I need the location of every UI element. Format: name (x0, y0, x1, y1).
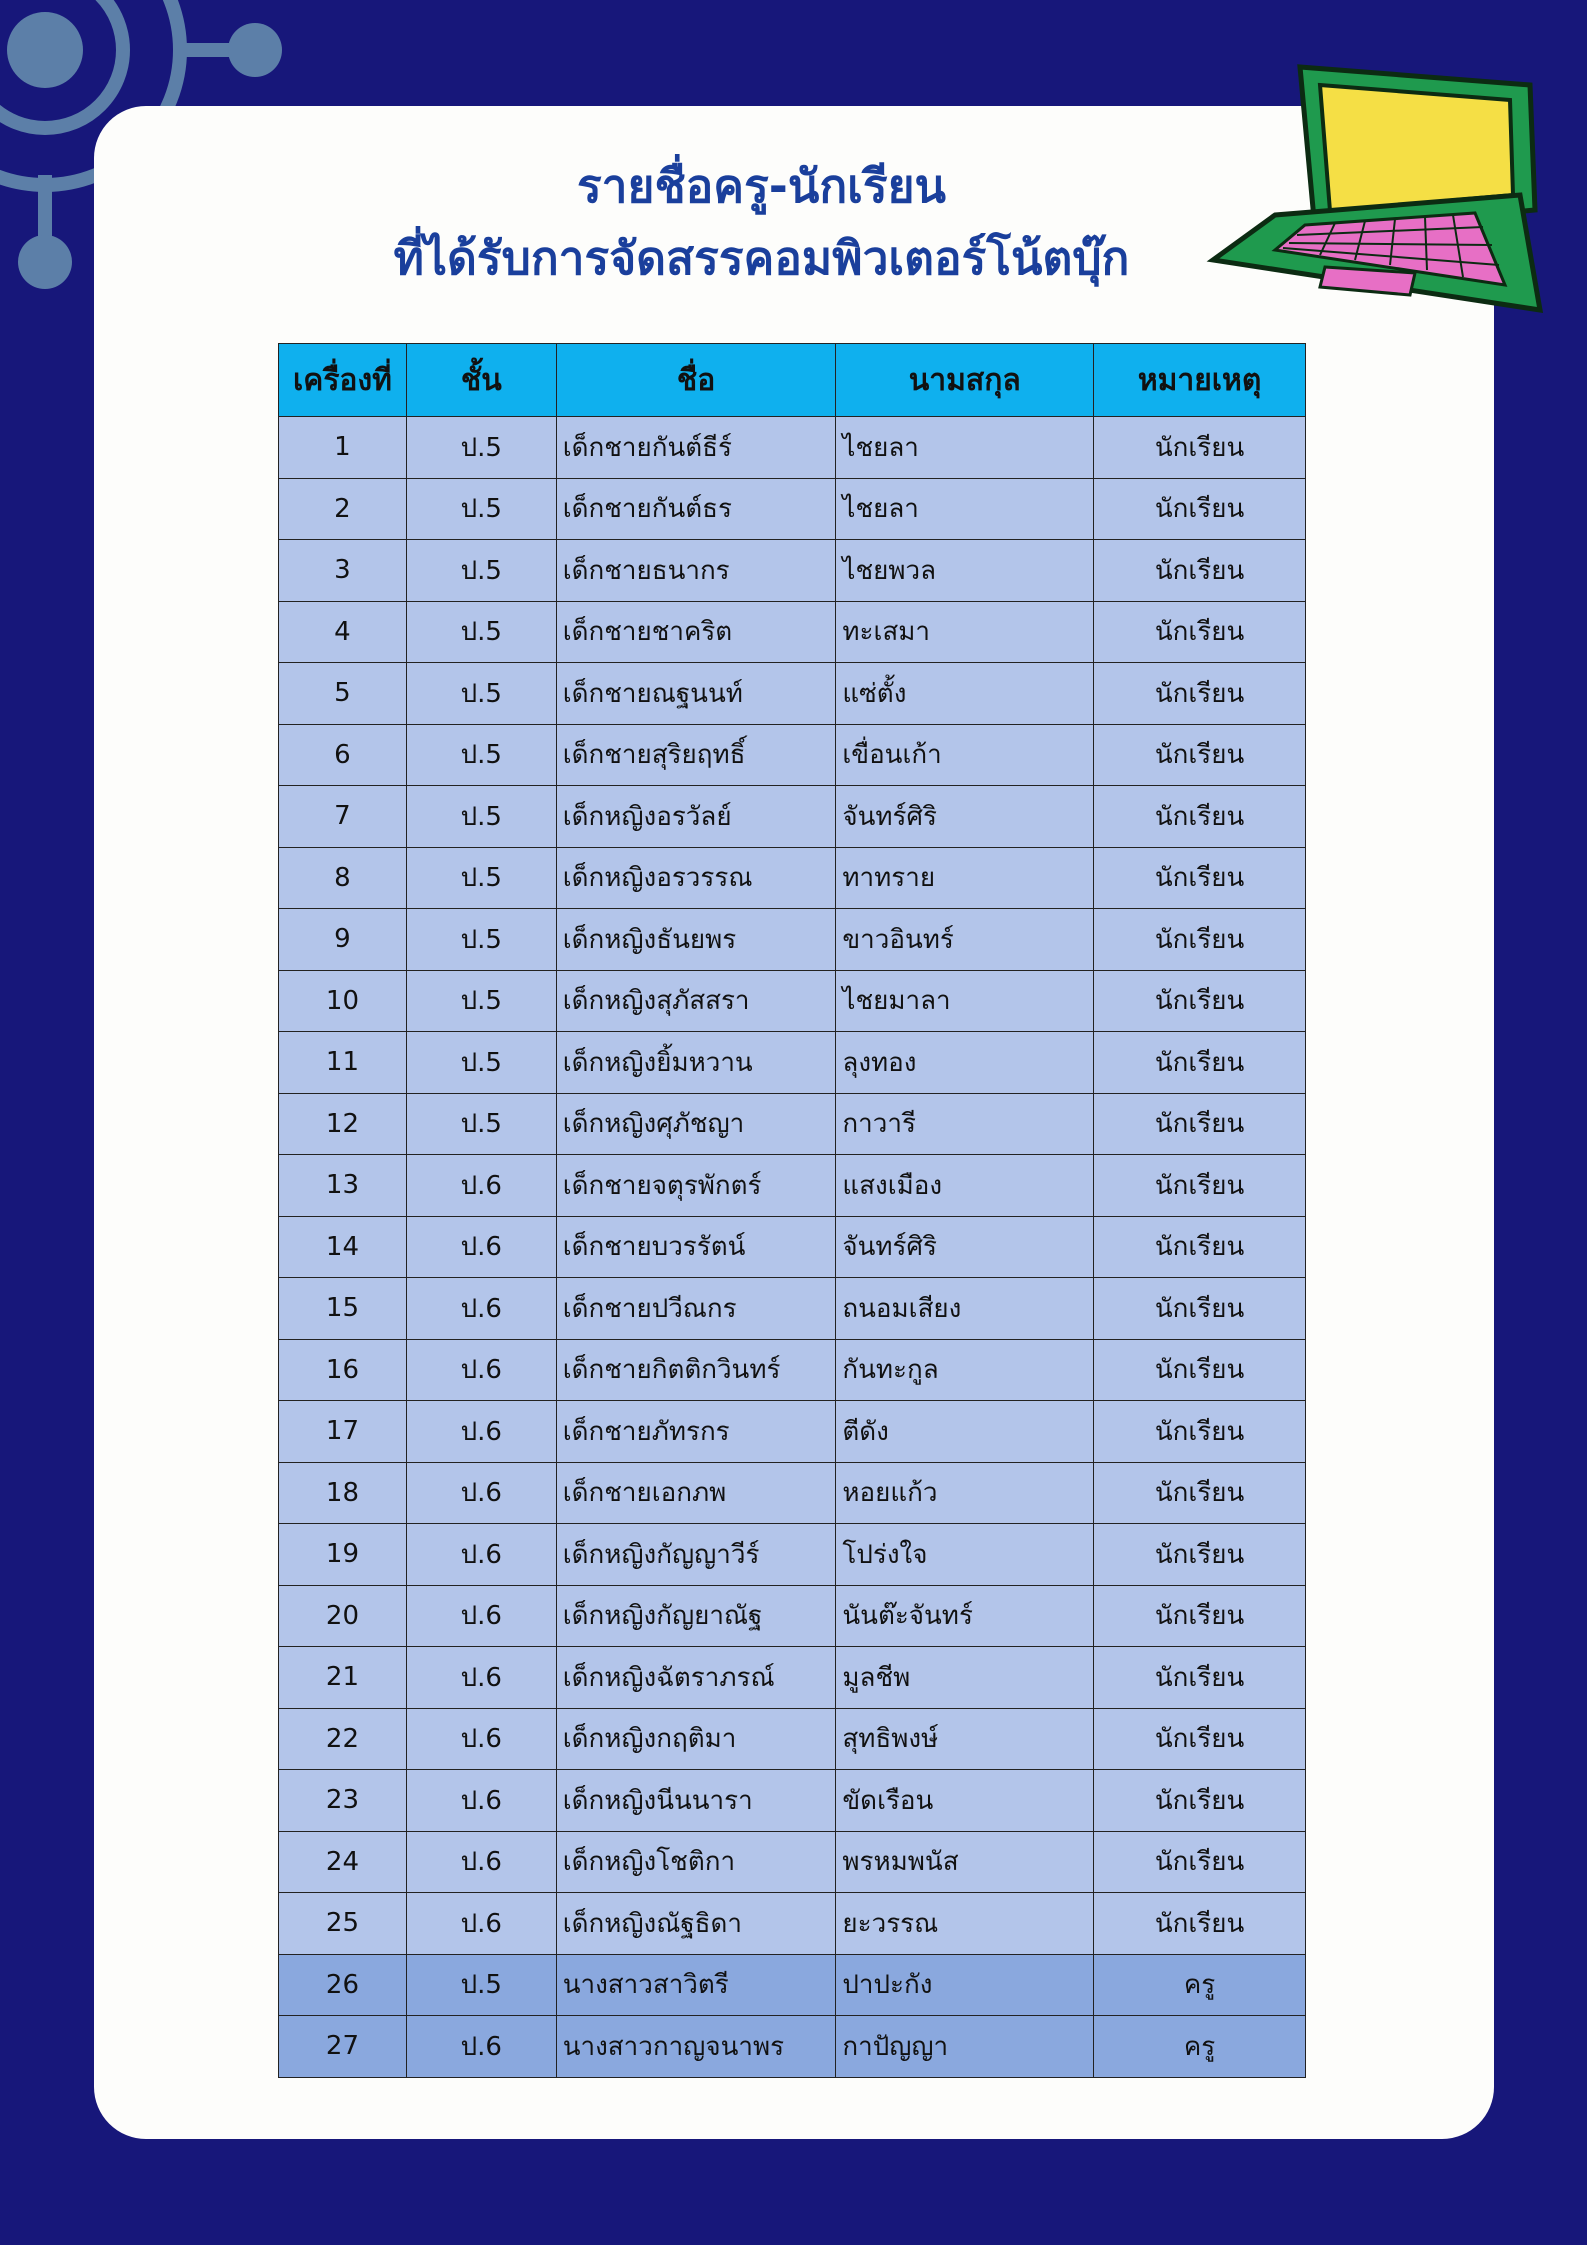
cell-remark: นักเรียน (1094, 909, 1306, 971)
cell-machine-no: 4 (279, 601, 407, 663)
table-row (279, 663, 1306, 725)
cell-remark: นักเรียน (1094, 540, 1306, 602)
table-row (279, 417, 1306, 479)
cell-machine-no: 26 (279, 1954, 407, 2016)
table-row (279, 2016, 1306, 2078)
cell-machine-no: 6 (279, 724, 407, 786)
cell-machine-no: 5 (279, 663, 407, 725)
cell-last-name: ขัดเรือน (836, 1770, 1094, 1832)
cell-grade: ป.6 (406, 1462, 556, 1524)
cell-remark: นักเรียน (1094, 1032, 1306, 1094)
cell-last-name: กาปัญญา (836, 2016, 1094, 2078)
cell-grade: ป.5 (406, 417, 556, 479)
cell-remark: ครู (1094, 1954, 1306, 2016)
cell-remark: นักเรียน (1094, 1770, 1306, 1832)
cell-grade: ป.6 (406, 1524, 556, 1586)
cell-last-name: ไชยลา (836, 417, 1094, 479)
cell-grade: ป.6 (406, 2016, 556, 2078)
cell-remark: นักเรียน (1094, 1155, 1306, 1217)
table-row (279, 601, 1306, 663)
table-row (279, 1831, 1306, 1893)
cell-last-name: จันทร์ศิริ (836, 1216, 1094, 1278)
cell-first-name: เด็กชายกิตติกวินทร์ (556, 1339, 836, 1401)
cell-first-name: เด็กชายเอกภพ (556, 1462, 836, 1524)
table-row (279, 540, 1306, 602)
cell-grade: ป.5 (406, 847, 556, 909)
cell-remark: นักเรียน (1094, 1339, 1306, 1401)
cell-grade: ป.6 (406, 1585, 556, 1647)
table-row (279, 1708, 1306, 1770)
cell-remark: นักเรียน (1094, 1893, 1306, 1955)
cell-remark: นักเรียน (1094, 1462, 1306, 1524)
cell-grade: ป.6 (406, 1647, 556, 1709)
cell-machine-no: 12 (279, 1093, 407, 1155)
cell-grade: ป.5 (406, 724, 556, 786)
cell-machine-no: 24 (279, 1831, 407, 1893)
table-row (279, 1647, 1306, 1709)
cell-remark: นักเรียน (1094, 847, 1306, 909)
table-row (279, 970, 1306, 1032)
cell-grade: ป.6 (406, 1893, 556, 1955)
title-line-1: รายชื่อครู-นักเรียน (576, 159, 947, 213)
cell-first-name: เด็กชายจตุรพักตร์ (556, 1155, 836, 1217)
cell-last-name: กันทะกูล (836, 1339, 1094, 1401)
cell-remark: นักเรียน (1094, 1647, 1306, 1709)
cell-first-name: เด็กชายสุริยฤทธิ์ (556, 724, 836, 786)
cell-first-name: เด็กชายกันต์ธีร์ (556, 417, 836, 479)
column-header-grade: ชั้น (406, 344, 556, 417)
cell-machine-no: 20 (279, 1585, 407, 1647)
table-row (279, 786, 1306, 848)
cell-grade: ป.5 (406, 601, 556, 663)
column-header-last-name: นามสกุล (836, 344, 1094, 417)
cell-remark: นักเรียน (1094, 970, 1306, 1032)
cell-machine-no: 25 (279, 1893, 407, 1955)
cell-first-name: เด็กชายบวรรัตน์ (556, 1216, 836, 1278)
cell-remark: นักเรียน (1094, 1093, 1306, 1155)
cell-grade: ป.6 (406, 1708, 556, 1770)
cell-first-name: เด็กหญิงยิ้มหวาน (556, 1032, 836, 1094)
cell-first-name: เด็กหญิงกัญยาณัฐ (556, 1585, 836, 1647)
cell-first-name: เด็กชายภัทรกร (556, 1401, 836, 1463)
cell-first-name: เด็กหญิงอรวรรณ (556, 847, 836, 909)
cell-machine-no: 16 (279, 1339, 407, 1401)
cell-grade: ป.6 (406, 1770, 556, 1832)
cell-machine-no: 23 (279, 1770, 407, 1832)
cell-machine-no: 1 (279, 417, 407, 479)
cell-last-name: ลุงทอง (836, 1032, 1094, 1094)
cell-machine-no: 22 (279, 1708, 407, 1770)
cell-machine-no: 19 (279, 1524, 407, 1586)
cell-remark: นักเรียน (1094, 1831, 1306, 1893)
cell-machine-no: 17 (279, 1401, 407, 1463)
cell-last-name: ถนอมเสียง (836, 1278, 1094, 1340)
table-row (279, 1093, 1306, 1155)
cell-last-name: ยะวรรณ (836, 1893, 1094, 1955)
cell-machine-no: 10 (279, 970, 407, 1032)
cell-last-name: แสงเมือง (836, 1155, 1094, 1217)
table-row (279, 1524, 1306, 1586)
table-row (279, 1278, 1306, 1340)
cell-first-name: เด็กหญิงโชติกา (556, 1831, 836, 1893)
cell-remark: นักเรียน (1094, 417, 1306, 479)
cell-machine-no: 9 (279, 909, 407, 971)
cell-first-name: เด็กชายธนากร (556, 540, 836, 602)
cell-first-name: เด็กหญิงณัฐธิดา (556, 1893, 836, 1955)
cell-first-name: เด็กหญิงกัญญาวีร์ (556, 1524, 836, 1586)
cell-machine-no: 3 (279, 540, 407, 602)
cell-remark: นักเรียน (1094, 478, 1306, 540)
cell-last-name: จันทร์ศิริ (836, 786, 1094, 848)
cell-last-name: มูลชีพ (836, 1647, 1094, 1709)
cell-last-name: ตีดัง (836, 1401, 1094, 1463)
cell-first-name: เด็กหญิงกฤติมา (556, 1708, 836, 1770)
cell-last-name: สุทธิพงษ์ (836, 1708, 1094, 1770)
cell-machine-no: 27 (279, 2016, 407, 2078)
cell-remark: นักเรียน (1094, 1524, 1306, 1586)
cell-grade: ป.5 (406, 478, 556, 540)
cell-last-name: แซ่ตั้ง (836, 663, 1094, 725)
table-row (279, 909, 1306, 971)
table-row (279, 1401, 1306, 1463)
cell-last-name: กาวารี (836, 1093, 1094, 1155)
cell-first-name: เด็กชายชาคริต (556, 601, 836, 663)
cell-grade: ป.5 (406, 540, 556, 602)
cell-grade: ป.6 (406, 1278, 556, 1340)
table-row (279, 1893, 1306, 1955)
table-row (279, 478, 1306, 540)
table-row (279, 1032, 1306, 1094)
cell-remark: นักเรียน (1094, 1278, 1306, 1340)
cell-machine-no: 7 (279, 786, 407, 848)
table-row (279, 1155, 1306, 1217)
cell-first-name: เด็กหญิงศุภัชญา (556, 1093, 836, 1155)
column-header-remark: หมายเหตุ (1094, 344, 1306, 417)
table-row (279, 1585, 1306, 1647)
cell-last-name: นันต๊ะจันทร์ (836, 1585, 1094, 1647)
cell-remark: นักเรียน (1094, 1585, 1306, 1647)
cell-grade: ป.6 (406, 1831, 556, 1893)
cell-first-name: นางสาวกาญจนาพร (556, 2016, 836, 2078)
cell-grade: ป.5 (406, 1954, 556, 2016)
cell-first-name: เด็กหญิงนีนนารา (556, 1770, 836, 1832)
cell-machine-no: 15 (279, 1278, 407, 1340)
cell-grade: ป.5 (406, 909, 556, 971)
cell-grade: ป.6 (406, 1155, 556, 1217)
cell-last-name: หอยแก้ว (836, 1462, 1094, 1524)
cell-grade: ป.5 (406, 1032, 556, 1094)
cell-last-name: พรหมพนัส (836, 1831, 1094, 1893)
cell-machine-no: 11 (279, 1032, 407, 1094)
table-row (279, 724, 1306, 786)
table-row (279, 1339, 1306, 1401)
cell-first-name: เด็กหญิงธันยพร (556, 909, 836, 971)
cell-grade: ป.5 (406, 970, 556, 1032)
table-row (279, 847, 1306, 909)
title-line-2: ที่ได้รับการจัดสรรคอมพิวเตอร์โน้ตบุ๊ก (393, 231, 1130, 285)
cell-first-name: นางสาวสาวิตรี (556, 1954, 836, 2016)
table-row (279, 1462, 1306, 1524)
cell-grade: ป.5 (406, 1093, 556, 1155)
cell-last-name: ไชยมาลา (836, 970, 1094, 1032)
cell-remark: นักเรียน (1094, 724, 1306, 786)
cell-first-name: เด็กหญิงอรวัลย์ (556, 786, 836, 848)
cell-last-name: ปาปะกัง (836, 1954, 1094, 2016)
table-row (279, 1770, 1306, 1832)
cell-machine-no: 21 (279, 1647, 407, 1709)
cell-last-name: เขื่อนเก้า (836, 724, 1094, 786)
cell-grade: ป.6 (406, 1216, 556, 1278)
laptop-icon (1205, 55, 1545, 345)
cell-machine-no: 18 (279, 1462, 407, 1524)
cell-grade: ป.6 (406, 1401, 556, 1463)
cell-machine-no: 13 (279, 1155, 407, 1217)
cell-last-name: ทะเสมา (836, 601, 1094, 663)
cell-last-name: โปร่งใจ (836, 1524, 1094, 1586)
table-row (279, 1216, 1306, 1278)
cell-remark: ครู (1094, 2016, 1306, 2078)
cell-remark: นักเรียน (1094, 1708, 1306, 1770)
cell-machine-no: 14 (279, 1216, 407, 1278)
cell-last-name: ทาทราย (836, 847, 1094, 909)
cell-remark: นักเรียน (1094, 663, 1306, 725)
cell-first-name: เด็กหญิงสุภัสสรา (556, 970, 836, 1032)
column-header-first-name: ชื่อ (556, 344, 836, 417)
cell-first-name: เด็กชายกันต์ธร (556, 478, 836, 540)
cell-last-name: ไชยพวล (836, 540, 1094, 602)
table-header-row (279, 344, 1306, 417)
cell-remark: นักเรียน (1094, 1216, 1306, 1278)
cell-first-name: เด็กหญิงฉัตราภรณ์ (556, 1647, 836, 1709)
cell-remark: นักเรียน (1094, 786, 1306, 848)
cell-first-name: เด็กชายณฐนนท์ (556, 663, 836, 725)
cell-grade: ป.5 (406, 786, 556, 848)
cell-first-name: เด็กชายปวีณกร (556, 1278, 836, 1340)
column-header-machine-no: เครื่องที่ (279, 344, 407, 417)
cell-grade: ป.6 (406, 1339, 556, 1401)
cell-machine-no: 2 (279, 478, 407, 540)
table-row (279, 1954, 1306, 2016)
cell-machine-no: 8 (279, 847, 407, 909)
cell-remark: นักเรียน (1094, 601, 1306, 663)
cell-grade: ป.5 (406, 663, 556, 725)
laptop-allocation-table (278, 343, 1306, 2078)
cell-last-name: ไชยลา (836, 478, 1094, 540)
cell-remark: นักเรียน (1094, 1401, 1306, 1463)
cell-last-name: ขาวอินทร์ (836, 909, 1094, 971)
